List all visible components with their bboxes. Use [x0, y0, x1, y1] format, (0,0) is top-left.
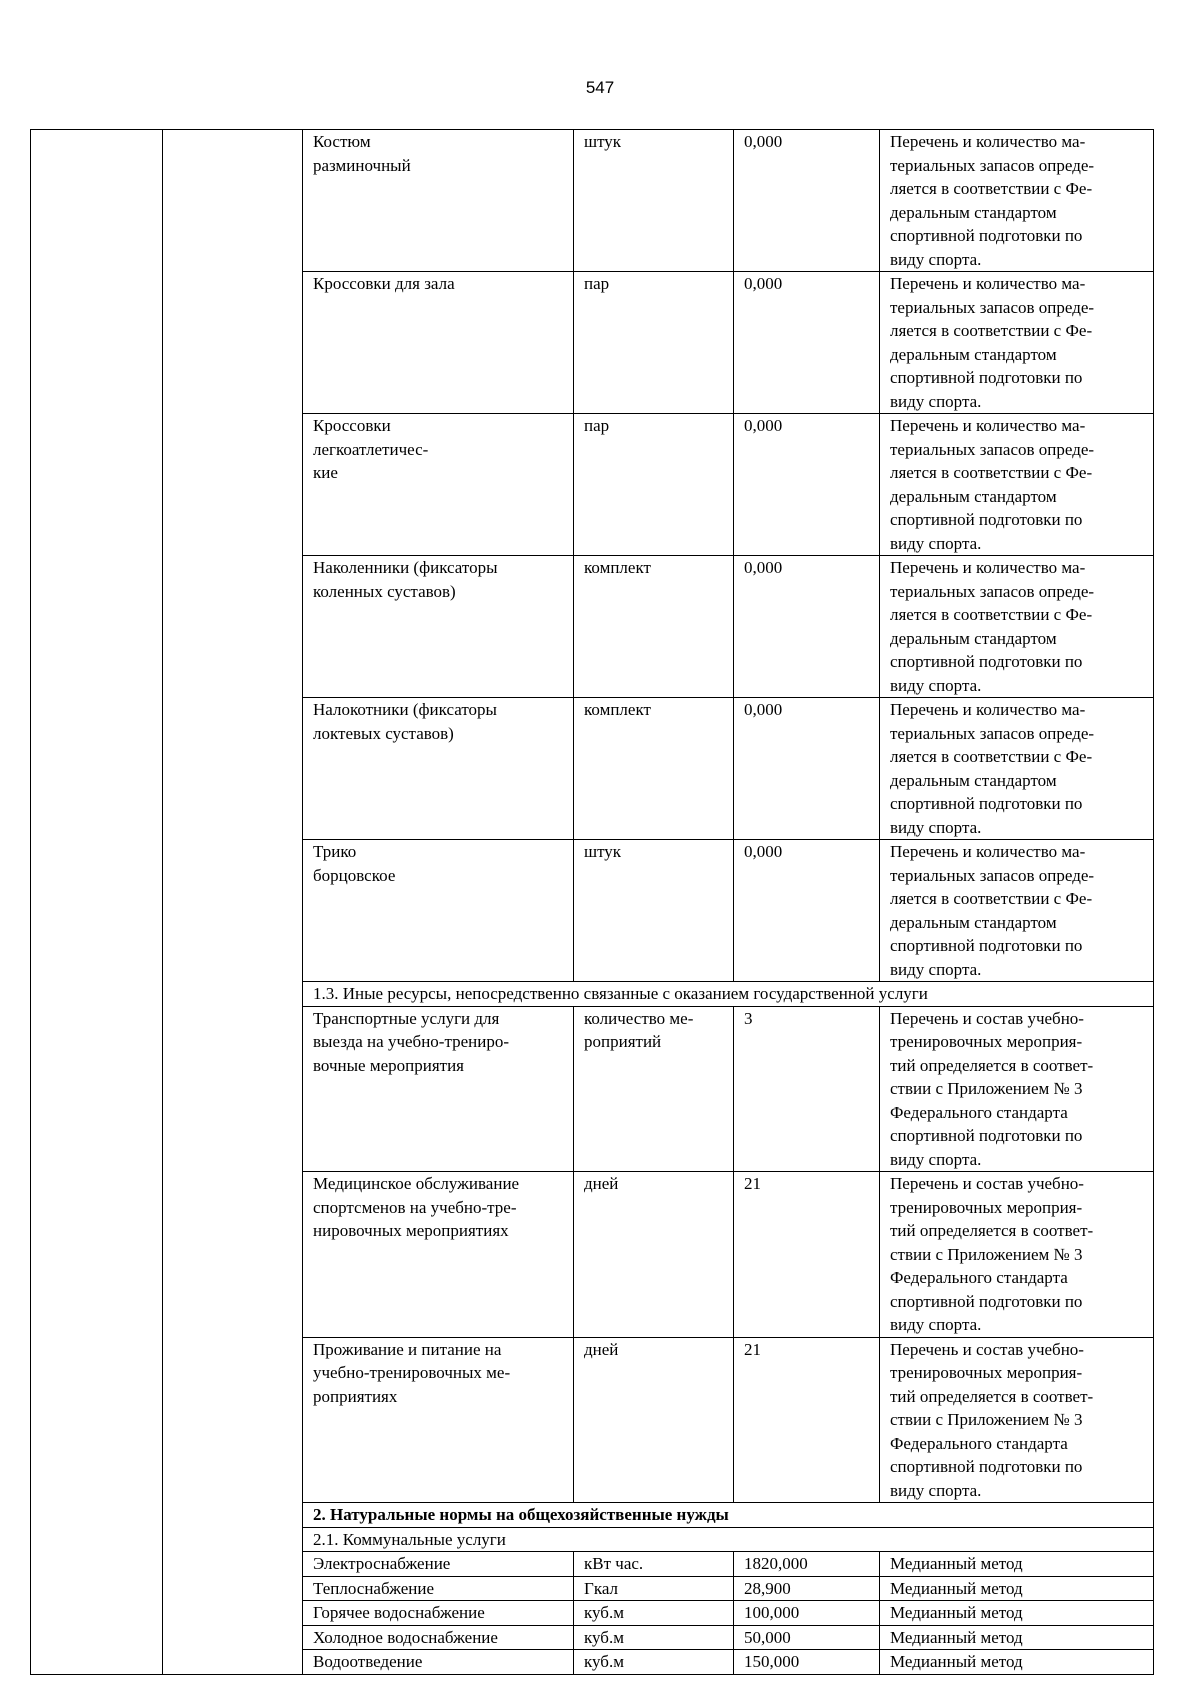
- item-unit: комплект: [574, 556, 734, 698]
- item-unit: дней: [574, 1172, 734, 1338]
- item-note: Перечень и количество ма- териальных запасов опреде- ляется в соответствии с Фе- деральным стандартом спортивной подготовки по виду спорта.: [880, 272, 1154, 414]
- item-unit: дней: [574, 1337, 734, 1503]
- utility-method: Медианный метод: [880, 1601, 1154, 1626]
- utility-method: Медианный метод: [880, 1552, 1154, 1577]
- item-note: Перечень и состав учебно- тренировочных мероприя- тий определяется в соответ- ствии с Приложением № 3 Федерального стандарта спортивной подготовки по виду спорта.: [880, 1006, 1154, 1172]
- item-value: 21: [734, 1337, 880, 1503]
- utility-value: 1820,000: [734, 1552, 880, 1577]
- item-unit: пар: [574, 272, 734, 414]
- item-name: Медицинское обслуживание спортсменов на учебно-тре- нировочных мероприятиях: [303, 1172, 574, 1338]
- item-name: Наколенники (фиксаторы коленных суставов): [303, 556, 574, 698]
- item-value: 21: [734, 1172, 880, 1338]
- item-value: 0,000: [734, 130, 880, 272]
- item-name: Кроссовки легкоатлетичес- кие: [303, 414, 574, 556]
- item-name: Костюм разминочный: [303, 130, 574, 272]
- utility-unit: кВт час.: [574, 1552, 734, 1577]
- item-unit: комплект: [574, 698, 734, 840]
- utility-method: Медианный метод: [880, 1625, 1154, 1650]
- utility-unit: куб.м: [574, 1650, 734, 1675]
- item-value: 0,000: [734, 840, 880, 982]
- item-note: Перечень и количество ма- териальных запасов опреде- ляется в соответствии с Фе- деральным стандартом спортивной подготовки по виду спорта.: [880, 130, 1154, 272]
- utility-name: Горячее водоснабжение: [303, 1601, 574, 1626]
- item-value: 0,000: [734, 698, 880, 840]
- section-heading-1-3: 1.3. Иные ресурсы, непосредственно связанные с оказанием государственной услуги: [303, 982, 1154, 1007]
- utility-name: Холодное водоснабжение: [303, 1625, 574, 1650]
- page-number: 547: [585, 78, 615, 97]
- item-name: Налокотники (фиксаторы локтевых суставов): [303, 698, 574, 840]
- item-name: Проживание и питание на учебно-тренировочных ме- роприятиях: [303, 1337, 574, 1503]
- table-row: [31, 130, 1154, 272]
- section-heading-2-1: 2.1. Коммунальные услуги: [303, 1527, 1154, 1552]
- utility-method: Медианный метод: [880, 1576, 1154, 1601]
- utility-value: 50,000: [734, 1625, 880, 1650]
- item-value: 0,000: [734, 414, 880, 556]
- blank-column-2: [163, 130, 303, 1675]
- item-note: Перечень и количество ма- териальных запасов опреде- ляется в соответствии с Фе- деральным стандартом спортивной подготовки по виду спорта.: [880, 840, 1154, 982]
- utility-value: 150,000: [734, 1650, 880, 1675]
- item-note: Перечень и количество ма- териальных запасов опреде- ляется в соответствии с Фе- деральным стандартом спортивной подготовки по виду спорта.: [880, 414, 1154, 556]
- item-unit: количество ме- роприятий: [574, 1006, 734, 1172]
- item-name: Транспортные услуги для выезда на учебно-трениро- вочные мероприятия: [303, 1006, 574, 1172]
- item-unit: штук: [574, 130, 734, 272]
- utility-value: 100,000: [734, 1601, 880, 1626]
- utility-value: 28,900: [734, 1576, 880, 1601]
- item-unit: пар: [574, 414, 734, 556]
- item-unit: штук: [574, 840, 734, 982]
- item-note: Перечень и количество ма- териальных запасов опреде- ляется в соответствии с Фе- деральным стандартом спортивной подготовки по виду спорта.: [880, 698, 1154, 840]
- utility-name: Теплоснабжение: [303, 1576, 574, 1601]
- section-heading-2: 2. Натуральные нормы на общехозяйственные нужды: [303, 1503, 1154, 1528]
- utility-unit: куб.м: [574, 1601, 734, 1626]
- item-name: Кроссовки для зала: [303, 272, 574, 414]
- item-note: Перечень и состав учебно- тренировочных мероприя- тий определяется в соответ- ствии с Приложением № 3 Федерального стандарта спортивной подготовки по виду спорта.: [880, 1337, 1154, 1503]
- utility-unit: Гкал: [574, 1576, 734, 1601]
- item-note: Перечень и количество ма- териальных запасов опреде- ляется в соответствии с Фе- деральным стандартом спортивной подготовки по виду спорта.: [880, 556, 1154, 698]
- item-note: Перечень и состав учебно- тренировочных мероприя- тий определяется в соответ- ствии с Приложением № 3 Федерального стандарта спортивной подготовки по виду спорта.: [880, 1172, 1154, 1338]
- utility-name: Электроснабжение: [303, 1552, 574, 1577]
- norms-table: [30, 129, 1154, 1675]
- item-value: 0,000: [734, 272, 880, 414]
- item-value: 0,000: [734, 556, 880, 698]
- item-value: 3: [734, 1006, 880, 1172]
- blank-column-1: [31, 130, 163, 1675]
- utility-unit: куб.м: [574, 1625, 734, 1650]
- utility-name: Водоотведение: [303, 1650, 574, 1675]
- utility-method: Медианный метод: [880, 1650, 1154, 1675]
- item-name: Трико борцовское: [303, 840, 574, 982]
